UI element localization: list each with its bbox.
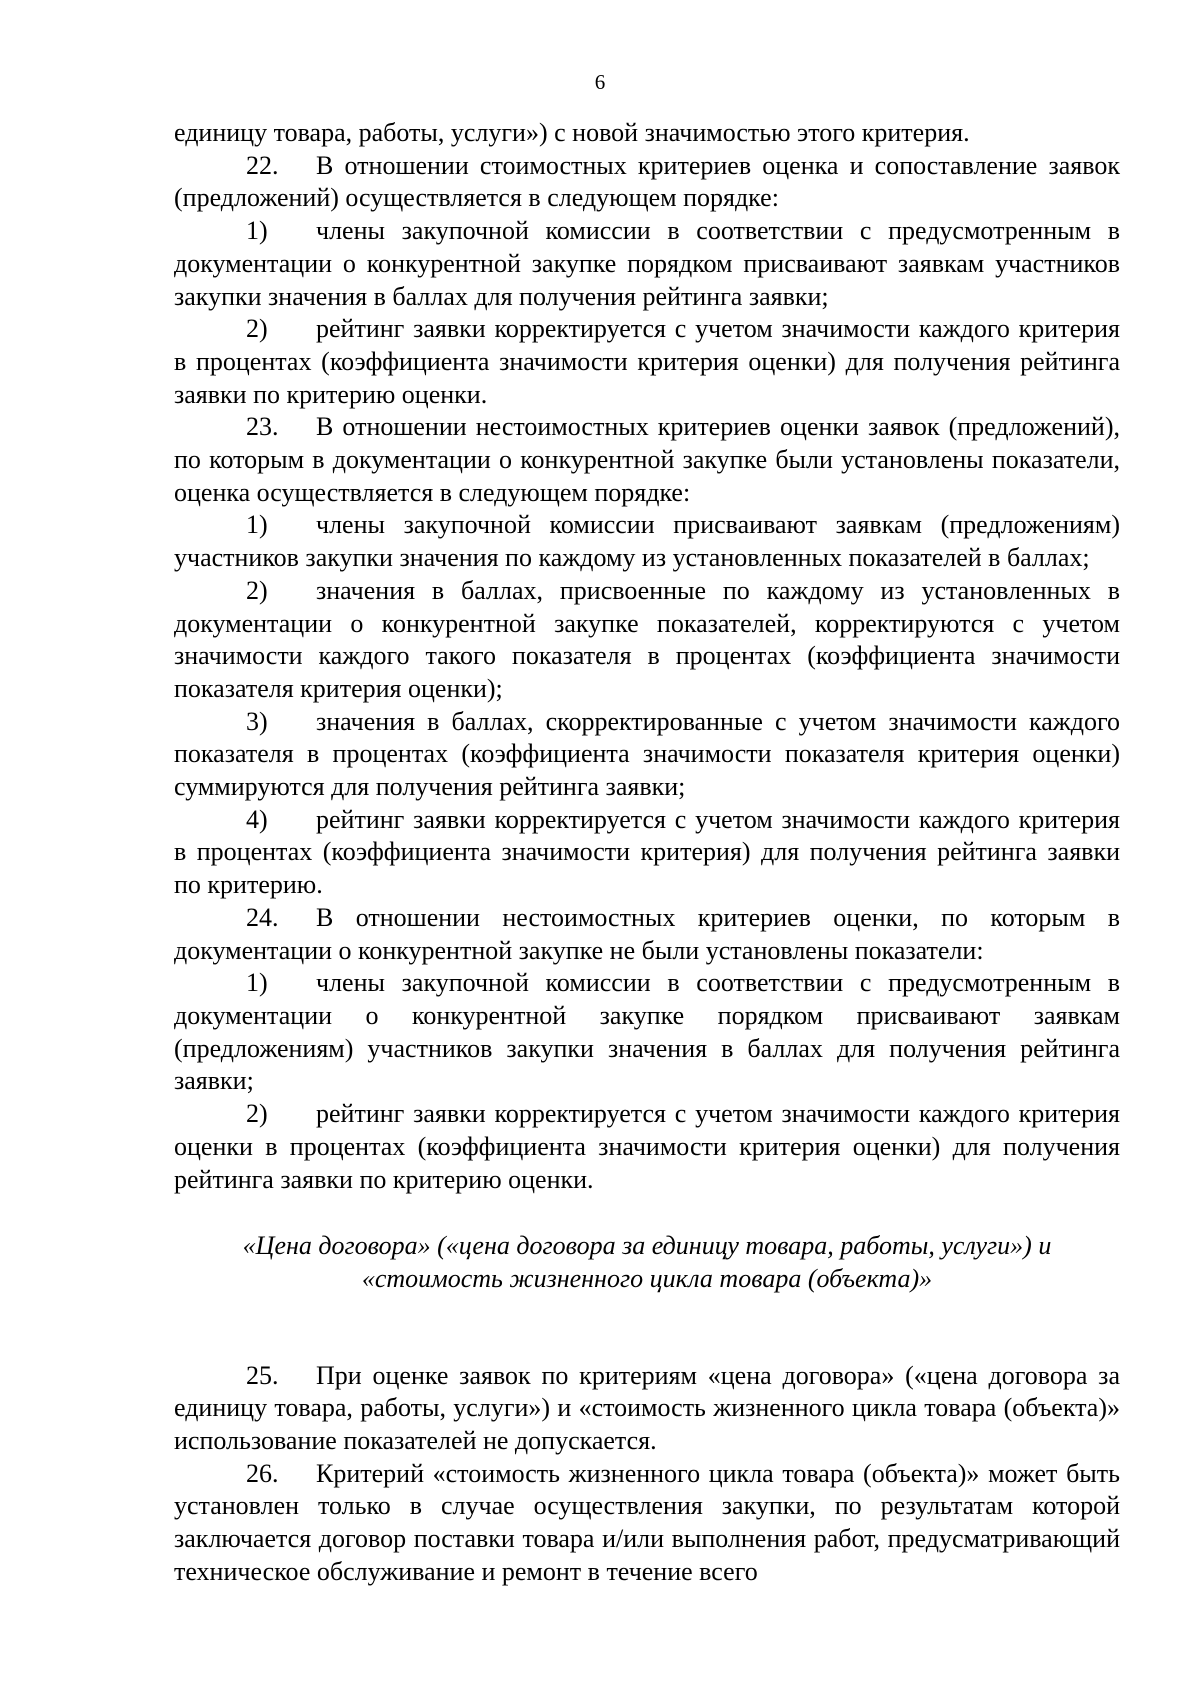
paragraph-text: единицу товара, работы, услуги») с новой значимостью этого критерия. bbox=[174, 118, 970, 147]
item-number: 4) bbox=[246, 804, 268, 834]
item-number: 1) bbox=[246, 510, 268, 540]
paragraph-text: члены закупочной комиссии в соответствии с предусмотренным в документации о конкурентной закупке порядком присваивают заявкам участников закупки значения в баллах для получения рейтинга заявки; bbox=[174, 216, 1120, 311]
paragraph-24 bbox=[174, 902, 1120, 967]
item-number: 2) bbox=[246, 314, 268, 344]
paragraph-text: рейтинг заявки корректируется с учетом значимости каждого критерия в процентах (коэффициента значимости критерия оценки) для получения рейтинга заявки по критерию оценки. bbox=[174, 314, 1120, 409]
item-number: 26. bbox=[246, 1458, 279, 1488]
subitem-23-2 bbox=[174, 575, 1120, 706]
subitem-23-4 bbox=[174, 804, 1120, 902]
paragraph-text: члены закупочной комиссии в соответствии с предусмотренным в документации о конкурентной закупке порядком присваивают заявкам (предложениям) участников закупки значения в баллах для получения рейтинга заявки; bbox=[174, 968, 1120, 1096]
paragraph-text: В отношении нестоимостных критериев оценки, по которым в документации о конкурентной закупке не были установлены показатели: bbox=[174, 902, 1120, 965]
subitem-22-2 bbox=[174, 313, 1120, 411]
item-number: 24. bbox=[246, 902, 279, 932]
section-heading-line: «Цена договора» («цена договора за единицу товара, работы, услуги») и bbox=[242, 1231, 1052, 1261]
paragraph-text: Критерий «стоимость жизненного цикла товара (объекта)» может быть установлен только в случае осуществления закупки, по результатам которой заключается договор поставки товара и/или выполнения работ, предусматривающий техническое обслуживание и ремонт в течение всего bbox=[174, 1458, 1120, 1586]
subitem-23-1 bbox=[174, 509, 1120, 574]
document-body bbox=[174, 117, 1120, 1589]
paragraph-continuation bbox=[174, 117, 1120, 150]
subitem-22-1 bbox=[174, 215, 1120, 313]
subitem-24-1 bbox=[174, 967, 1120, 1098]
subitem-24-2 bbox=[174, 1098, 1120, 1196]
paragraph-text: рейтинг заявки корректируется с учетом значимости каждого критерия оценки в процентах (коэффициента значимости критерия оценки) для получения рейтинга заявки по критерию оценки. bbox=[174, 1099, 1120, 1194]
paragraph-23 bbox=[174, 411, 1120, 509]
item-number: 22. bbox=[246, 150, 279, 180]
item-number: 1) bbox=[246, 968, 268, 998]
item-number: 2) bbox=[246, 575, 268, 605]
paragraph-25 bbox=[174, 1360, 1120, 1458]
paragraph-text: В отношении стоимостных критериев оценка и сопоставление заявок (предложений) осуществляется в следующем порядке: bbox=[174, 150, 1120, 213]
paragraph-text: При оценке заявок по критериям «цена договора» («цена договора за единицу товара, работы, услуги») и «стоимость жизненного цикла товара (объекта)» использование показателей не допускается. bbox=[174, 1360, 1120, 1456]
item-number: 2) bbox=[246, 1099, 268, 1129]
section-heading-line: «стоимость жизненного цикла товара (объекта)» bbox=[361, 1263, 933, 1293]
section-heading bbox=[174, 1230, 1120, 1295]
paragraph-text: значения в баллах, присвоенные по каждому из установленных в документации о конкурентной закупке показателей, корректируются с учетом значимости каждого такого показателя в процентах (коэффициента значимости показателя критерия оценки); bbox=[174, 575, 1120, 703]
paragraph-text: рейтинг заявки корректируется с учетом значимости каждого критерия в процентах (коэффициента значимости критерия) для получения рейтинга заявки по критерию. bbox=[174, 804, 1120, 900]
paragraph-26 bbox=[174, 1458, 1120, 1589]
item-number: 23. bbox=[246, 412, 279, 442]
page-number: 6 bbox=[594, 70, 606, 94]
paragraph-text: В отношении нестоимостных критериев оценки заявок (предложений), по которым в документации о конкурентной закупке были установлены показатели, оценка осуществляется в следующем порядке: bbox=[174, 412, 1120, 507]
subitem-23-3 bbox=[174, 706, 1120, 804]
paragraph-text: значения в баллах, скорректированные с учетом значимости каждого показателя в процентах (коэффициента значимости показателя критерия оценки) суммируются для получения рейтинга заявки; bbox=[174, 706, 1120, 802]
paragraph-text: члены закупочной комиссии присваивают заявкам (предложениям) участников закупки значения по каждому из установленных показателей в баллах; bbox=[174, 510, 1120, 573]
item-number: 25. bbox=[246, 1360, 279, 1390]
paragraph-22 bbox=[174, 150, 1120, 215]
item-number: 1) bbox=[246, 216, 268, 246]
item-number: 3) bbox=[246, 706, 268, 736]
